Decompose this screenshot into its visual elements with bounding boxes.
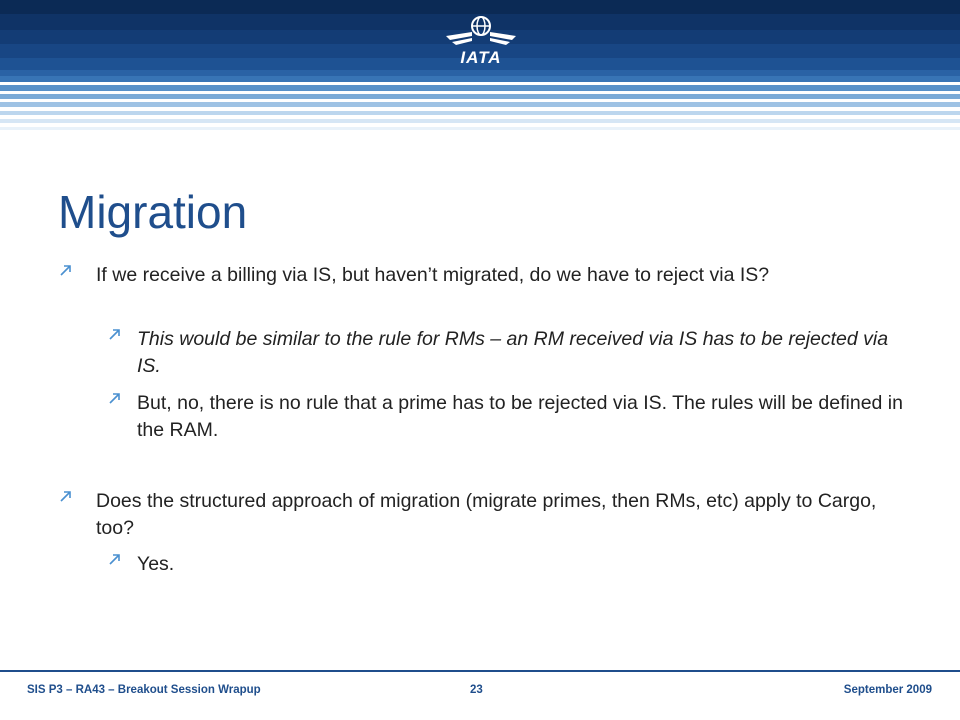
arrow-bullet-icon [58, 488, 74, 504]
page-number: 23 [470, 684, 483, 696]
bullet-text: Yes. [137, 553, 175, 575]
slide-title: Migration [58, 186, 248, 238]
bullet-item [96, 488, 906, 542]
bullet-item [137, 551, 907, 578]
bullet-item [137, 390, 907, 444]
bullet-text: Does the structured approach of migration (migrate primes, then RMs, etc) apply to Cargo, too? [96, 490, 877, 539]
footer-date: September 2009 [843, 684, 932, 696]
bullet-text: If we receive a billing via IS, but haven’t migrated, do we have to reject via IS? [96, 264, 770, 286]
logo-text: IATA [460, 48, 502, 67]
arrow-bullet-icon [107, 390, 123, 406]
arrow-bullet-icon [107, 551, 123, 567]
bullet-text: But, no, there is no rule that a prime has to be rejected via IS. The rules will be defined in the RAM. [137, 392, 903, 441]
bullet-text: This would be similar to the rule for RMs – an RM received via IS has to be rejected via IS. [137, 328, 889, 377]
iata-logo [436, 14, 526, 74]
arrow-bullet-icon [107, 326, 123, 342]
footer-divider [0, 670, 960, 672]
header-banner [0, 0, 960, 135]
footer-session-title: SIS P3 – RA43 – Breakout Session Wrapup [27, 684, 261, 696]
bullet-item [137, 326, 907, 380]
arrow-bullet-icon [58, 262, 74, 278]
bullet-item [96, 262, 906, 289]
